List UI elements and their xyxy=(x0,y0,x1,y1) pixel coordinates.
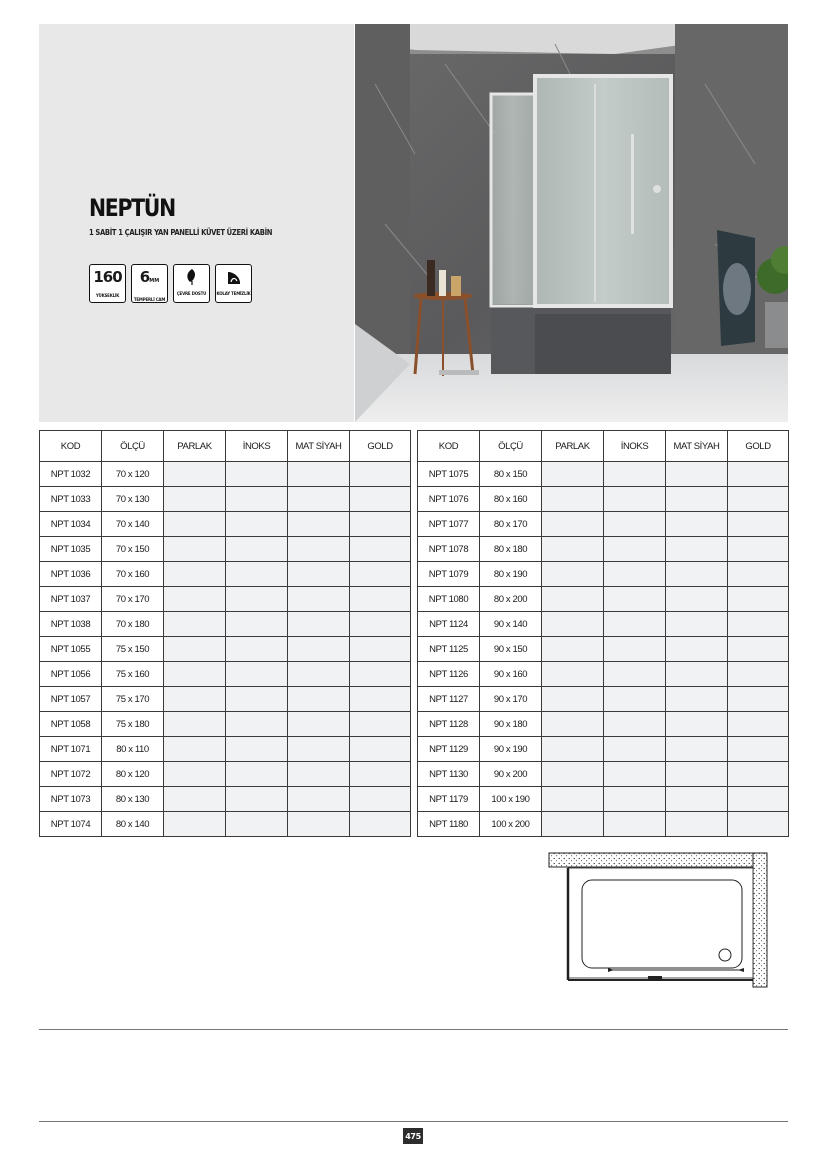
cell-parlak xyxy=(542,762,604,787)
cell-parlak xyxy=(542,687,604,712)
cell-gold xyxy=(350,512,411,537)
cell-kod: NPT 1129 xyxy=(418,737,480,762)
table-row xyxy=(418,712,789,737)
cell-olcu: 70 x 170 xyxy=(102,587,164,612)
cell-olcu: 70 x 150 xyxy=(102,537,164,562)
cell-mat-siyah xyxy=(288,762,350,787)
cell-olcu: 80 x 160 xyxy=(480,487,542,512)
cell-mat-siyah xyxy=(288,537,350,562)
cell-inoks xyxy=(226,737,288,762)
cell-olcu: 75 x 150 xyxy=(102,637,164,662)
cell-gold xyxy=(728,612,789,637)
cell-gold xyxy=(350,662,411,687)
cell-mat-siyah xyxy=(666,637,728,662)
cell-olcu: 80 x 170 xyxy=(480,512,542,537)
cell-olcu: 80 x 200 xyxy=(480,587,542,612)
easy-clean-icon xyxy=(225,267,243,287)
cell-mat-siyah xyxy=(666,612,728,637)
header-olcu: ÖLÇÜ xyxy=(480,431,542,462)
cell-mat-siyah xyxy=(288,612,350,637)
cell-kod: NPT 1071 xyxy=(40,737,102,762)
header-kod: KOD xyxy=(418,431,480,462)
cell-kod: NPT 1125 xyxy=(418,637,480,662)
header-mat-siyah: MAT SİYAH xyxy=(288,431,350,462)
cell-gold xyxy=(728,462,789,487)
cell-mat-siyah xyxy=(288,587,350,612)
cell-inoks xyxy=(226,687,288,712)
divider-line xyxy=(39,1121,788,1122)
cell-parlak xyxy=(542,812,604,837)
table-row xyxy=(40,812,411,837)
cell-kod: NPT 1036 xyxy=(40,562,102,587)
cell-gold xyxy=(350,737,411,762)
cell-kod: NPT 1073 xyxy=(40,787,102,812)
cell-mat-siyah xyxy=(288,787,350,812)
cell-mat-siyah xyxy=(288,512,350,537)
easy-clean-badge xyxy=(215,264,252,303)
cell-olcu: 80 x 120 xyxy=(102,762,164,787)
cell-parlak xyxy=(164,537,226,562)
product-photo xyxy=(355,24,788,422)
cell-mat-siyah xyxy=(666,762,728,787)
cell-kod: NPT 1124 xyxy=(418,612,480,637)
cell-gold xyxy=(350,637,411,662)
cell-inoks xyxy=(604,687,666,712)
header-inoks: İNOKS xyxy=(604,431,666,462)
cell-kod: NPT 1130 xyxy=(418,762,480,787)
cell-inoks xyxy=(226,487,288,512)
product-subtitle: 1 SABİT 1 ÇALIŞIR YAN PANELLİ KÜVET ÜZERİ KABİN xyxy=(89,228,273,237)
cell-parlak xyxy=(164,487,226,512)
cell-inoks xyxy=(226,612,288,637)
cell-kod: NPT 1080 xyxy=(418,587,480,612)
cell-gold xyxy=(350,462,411,487)
header-parlak: PARLAK xyxy=(542,431,604,462)
cell-gold xyxy=(350,537,411,562)
cell-gold xyxy=(728,812,789,837)
table-row xyxy=(40,587,411,612)
cell-olcu: 80 x 150 xyxy=(480,462,542,487)
table-row xyxy=(418,687,789,712)
cell-inoks xyxy=(604,512,666,537)
cell-mat-siyah xyxy=(288,712,350,737)
cell-kod: NPT 1128 xyxy=(418,712,480,737)
table-row xyxy=(40,637,411,662)
cell-inoks xyxy=(226,512,288,537)
cell-gold xyxy=(350,487,411,512)
cell-olcu: 80 x 190 xyxy=(480,562,542,587)
table-row xyxy=(418,662,789,687)
table-header-row xyxy=(40,431,411,462)
cell-gold xyxy=(728,562,789,587)
table-row xyxy=(40,737,411,762)
cell-gold xyxy=(350,812,411,837)
cell-inoks xyxy=(226,762,288,787)
table-row xyxy=(40,662,411,687)
cell-inoks xyxy=(604,587,666,612)
cell-kod: NPT 1033 xyxy=(40,487,102,512)
height-value: 160 xyxy=(93,268,122,286)
cell-gold xyxy=(350,712,411,737)
cell-kod: NPT 1126 xyxy=(418,662,480,687)
floor-plan-diagram xyxy=(548,852,770,988)
table-row xyxy=(418,537,789,562)
glass-6mm-badge xyxy=(131,264,168,303)
table-row xyxy=(418,562,789,587)
cell-olcu: 70 x 140 xyxy=(102,512,164,537)
table-row xyxy=(418,587,789,612)
cell-parlak xyxy=(164,712,226,737)
cell-mat-siyah xyxy=(288,462,350,487)
cell-parlak xyxy=(542,662,604,687)
cell-olcu: 80 x 180 xyxy=(480,537,542,562)
table-header-row xyxy=(418,431,789,462)
height-160-badge xyxy=(89,264,126,303)
cell-olcu: 80 x 110 xyxy=(102,737,164,762)
table-row xyxy=(418,612,789,637)
table-row xyxy=(418,462,789,487)
cell-olcu: 100 x 190 xyxy=(480,787,542,812)
cell-gold xyxy=(728,487,789,512)
cell-kod: NPT 1074 xyxy=(40,812,102,837)
divider-line xyxy=(39,1029,788,1030)
cell-parlak xyxy=(164,512,226,537)
table-row xyxy=(40,712,411,737)
cell-mat-siyah xyxy=(666,562,728,587)
cell-gold xyxy=(350,562,411,587)
table-row xyxy=(40,612,411,637)
cell-gold xyxy=(350,612,411,637)
cell-gold xyxy=(728,537,789,562)
cell-mat-siyah xyxy=(288,737,350,762)
glass-thickness-unit: MM xyxy=(149,278,160,284)
cell-olcu: 90 x 190 xyxy=(480,737,542,762)
table-row xyxy=(418,762,789,787)
cell-parlak xyxy=(542,562,604,587)
cell-olcu: 90 x 200 xyxy=(480,762,542,787)
cell-mat-siyah xyxy=(288,562,350,587)
cell-gold xyxy=(350,762,411,787)
cell-olcu: 80 x 140 xyxy=(102,812,164,837)
table-row xyxy=(418,512,789,537)
cell-gold xyxy=(728,662,789,687)
cell-kod: NPT 1038 xyxy=(40,612,102,637)
table-row xyxy=(40,462,411,487)
cell-inoks xyxy=(226,537,288,562)
header-gold: GOLD xyxy=(350,431,411,462)
header-parlak: PARLAK xyxy=(164,431,226,462)
cell-olcu: 75 x 160 xyxy=(102,662,164,687)
cell-kod: NPT 1034 xyxy=(40,512,102,537)
cell-gold xyxy=(728,637,789,662)
table-row xyxy=(418,787,789,812)
cell-mat-siyah xyxy=(288,637,350,662)
cell-olcu: 70 x 180 xyxy=(102,612,164,637)
cell-inoks xyxy=(604,737,666,762)
cell-parlak xyxy=(164,662,226,687)
cell-inoks xyxy=(226,787,288,812)
badge-caption: YÜKSEKLİK xyxy=(95,293,120,298)
cell-inoks xyxy=(604,562,666,587)
cell-inoks xyxy=(226,587,288,612)
table-row xyxy=(40,762,411,787)
cell-olcu: 70 x 120 xyxy=(102,462,164,487)
feature-badges xyxy=(89,264,252,303)
cell-mat-siyah xyxy=(666,512,728,537)
cell-mat-siyah xyxy=(288,487,350,512)
cell-kod: NPT 1035 xyxy=(40,537,102,562)
cell-mat-siyah xyxy=(666,787,728,812)
cell-olcu: 75 x 180 xyxy=(102,712,164,737)
cell-kod: NPT 1056 xyxy=(40,662,102,687)
cell-olcu: 75 x 170 xyxy=(102,687,164,712)
cell-inoks xyxy=(226,462,288,487)
table-row xyxy=(418,487,789,512)
table-row xyxy=(40,512,411,537)
cell-kod: NPT 1058 xyxy=(40,712,102,737)
cell-olcu: 90 x 180 xyxy=(480,712,542,737)
cell-gold xyxy=(728,587,789,612)
cell-inoks xyxy=(604,637,666,662)
cell-inoks xyxy=(604,662,666,687)
cell-gold xyxy=(728,787,789,812)
badge-caption: KOLAY TEMİZLİK xyxy=(216,291,251,296)
cell-kod: NPT 1057 xyxy=(40,687,102,712)
table-body-right xyxy=(418,462,789,837)
header-gold: GOLD xyxy=(728,431,789,462)
cell-olcu: 90 x 170 xyxy=(480,687,542,712)
cell-gold xyxy=(728,737,789,762)
cell-parlak xyxy=(164,787,226,812)
cell-kod: NPT 1078 xyxy=(418,537,480,562)
page-number: 475 xyxy=(403,1128,423,1144)
cell-inoks xyxy=(226,712,288,737)
cell-olcu: 70 x 160 xyxy=(102,562,164,587)
cell-parlak xyxy=(164,637,226,662)
cell-olcu: 100 x 200 xyxy=(480,812,542,837)
cell-gold xyxy=(350,787,411,812)
cell-mat-siyah xyxy=(666,662,728,687)
cell-parlak xyxy=(542,612,604,637)
cell-inoks xyxy=(226,562,288,587)
cell-parlak xyxy=(542,462,604,487)
product-title: NEPTÜN xyxy=(89,194,175,222)
cell-parlak xyxy=(164,612,226,637)
cell-kod: NPT 1032 xyxy=(40,462,102,487)
cell-parlak xyxy=(542,512,604,537)
cell-parlak xyxy=(542,637,604,662)
cell-gold xyxy=(728,512,789,537)
table-body-left xyxy=(40,462,411,837)
cell-inoks xyxy=(604,612,666,637)
cell-parlak xyxy=(164,687,226,712)
cell-kod: NPT 1076 xyxy=(418,487,480,512)
cell-kod: NPT 1075 xyxy=(418,462,480,487)
cell-parlak xyxy=(542,587,604,612)
cell-gold xyxy=(728,762,789,787)
cell-parlak xyxy=(542,737,604,762)
product-table-right xyxy=(417,430,789,837)
cell-mat-siyah xyxy=(288,687,350,712)
table-row xyxy=(40,537,411,562)
cell-inoks xyxy=(226,637,288,662)
cell-olcu: 90 x 150 xyxy=(480,637,542,662)
header-olcu: ÖLÇÜ xyxy=(102,431,164,462)
hero-panel xyxy=(39,24,354,422)
cell-mat-siyah xyxy=(288,662,350,687)
cell-kod: NPT 1055 xyxy=(40,637,102,662)
cell-kod: NPT 1077 xyxy=(418,512,480,537)
cell-parlak xyxy=(164,587,226,612)
table-row xyxy=(418,637,789,662)
product-table-left xyxy=(39,430,411,837)
cell-inoks xyxy=(604,712,666,737)
cell-parlak xyxy=(542,487,604,512)
cell-parlak xyxy=(542,787,604,812)
cell-gold xyxy=(350,687,411,712)
header-kod: KOD xyxy=(40,431,102,462)
cell-kod: NPT 1079 xyxy=(418,562,480,587)
table-row xyxy=(40,787,411,812)
cell-parlak xyxy=(542,712,604,737)
cell-mat-siyah xyxy=(666,537,728,562)
cell-kod: NPT 1180 xyxy=(418,812,480,837)
cell-mat-siyah xyxy=(666,587,728,612)
cell-mat-siyah xyxy=(666,712,728,737)
cell-mat-siyah xyxy=(666,487,728,512)
cell-inoks xyxy=(604,812,666,837)
header-inoks: İNOKS xyxy=(226,431,288,462)
glass-thickness-value: 6 xyxy=(139,268,150,286)
table-row xyxy=(418,737,789,762)
cell-parlak xyxy=(164,737,226,762)
cell-kod: NPT 1037 xyxy=(40,587,102,612)
cell-inoks xyxy=(226,662,288,687)
eco-badge xyxy=(173,264,210,303)
cell-parlak xyxy=(164,762,226,787)
eco-leaf-icon xyxy=(184,267,200,287)
cell-kod: NPT 1179 xyxy=(418,787,480,812)
cell-olcu: 80 x 130 xyxy=(102,787,164,812)
badge-caption: TEMPERLİ CAM xyxy=(133,297,166,302)
cell-olcu: 90 x 160 xyxy=(480,662,542,687)
cell-inoks xyxy=(604,537,666,562)
cell-parlak xyxy=(164,462,226,487)
cell-mat-siyah xyxy=(666,687,728,712)
badge-caption: ÇEVRE DOSTU xyxy=(176,291,207,296)
cell-mat-siyah xyxy=(288,812,350,837)
cell-olcu: 90 x 140 xyxy=(480,612,542,637)
cell-inoks xyxy=(604,787,666,812)
cell-gold xyxy=(350,587,411,612)
cell-gold xyxy=(728,712,789,737)
cell-kod: NPT 1127 xyxy=(418,687,480,712)
table-row xyxy=(40,687,411,712)
table-row xyxy=(418,812,789,837)
cell-gold xyxy=(728,687,789,712)
cell-inoks xyxy=(604,487,666,512)
cell-olcu: 70 x 130 xyxy=(102,487,164,512)
cell-kod: NPT 1072 xyxy=(40,762,102,787)
cell-parlak xyxy=(542,537,604,562)
cell-parlak xyxy=(164,562,226,587)
cell-parlak xyxy=(164,812,226,837)
cell-inoks xyxy=(604,762,666,787)
cell-mat-siyah xyxy=(666,462,728,487)
table-row xyxy=(40,562,411,587)
cell-mat-siyah xyxy=(666,737,728,762)
cell-inoks xyxy=(604,462,666,487)
header-mat-siyah: MAT SİYAH xyxy=(666,431,728,462)
cell-inoks xyxy=(226,812,288,837)
table-row xyxy=(40,487,411,512)
cell-mat-siyah xyxy=(666,812,728,837)
